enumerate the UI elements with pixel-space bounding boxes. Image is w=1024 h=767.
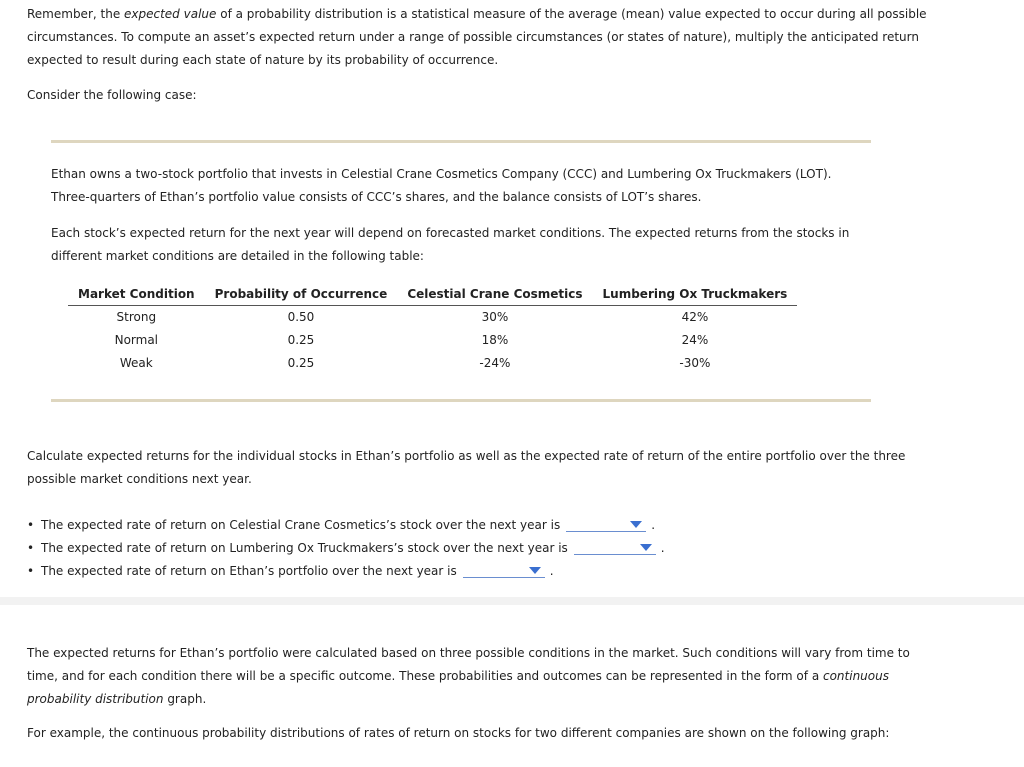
cell-lot-return: -30% [679,356,711,370]
case-bottom-divider [51,399,871,402]
cell-ccc-return: 18% [481,333,509,347]
case-paragraph-1: Ethan owns a two-stock portfolio that invests in Celestial Crane Cosmetics Company (CCC) and Lumbering Ox Truckmakers (LOT). Three-quarters of Ethan’s portfolio value consists of CCC’s shares, and the balance consists of LOT’s shares. [51,167,832,204]
distribution-paragraph [27,642,927,711]
calculate-instructions: Calculate expected returns for the individual stocks in Ethan’s portfolio as well as the expected rate of return of the entire portfolio over the three possible market conditions next year. [27,449,906,486]
case-top-divider [51,140,871,143]
cell-condition: Normal [114,333,159,347]
question-end: . [660,541,665,555]
distribution-term: continuous probability distribution [27,669,889,706]
table-row [68,306,797,330]
dropdown-arrow-icon [630,521,642,528]
cell-probability: 0.50 [287,310,315,324]
cell-ccc-return: -24% [479,356,511,370]
cell-probability: 0.25 [287,356,315,370]
table-row [68,329,797,352]
table-header-row [68,284,797,306]
lot-return-dropdown[interactable] [574,542,656,555]
cell-condition: Weak [119,356,153,370]
header-market-condition: Market Condition [68,284,205,306]
questions-list [27,514,665,583]
question-portfolio-expected-return [27,560,665,583]
section-divider [0,597,1024,605]
bullet: • [27,564,35,578]
cell-lot-return: 24% [681,333,709,347]
example-paragraph: For example, the continuous probability distributions of rates of return on stocks for two different companies are shown on the following graph: [27,726,890,740]
intro-paragraph [27,3,927,72]
question-lot-expected-return [27,537,665,560]
header-probability: Probability of Occurrence [205,284,398,306]
dropdown-arrow-icon [529,567,541,574]
distribution-text-1: The expected returns for Ethan’s portfolio were calculated based on three possible conditions in the market. Such conditions will vary from time to time, and for each condition there will be a specific outcome. These probabilities and outcomes can be represented in the form of a [27,646,910,683]
intro-text-2: of a probability distribution is a statistical measure of the average (mean) value expected to occur during all possible circumstances. To compute an asset’s expected return under a range of possible circumstances (or states of nature), multiply the anticipated return expected to result during each state of nature by its probability of occurrence. [27,7,927,67]
question-end: . [549,564,554,578]
question-text: The expected rate of return on Lumbering Ox Truckmakers’s stock over the next year is [41,541,568,555]
cell-ccc-return: 30% [481,310,509,324]
returns-table [68,284,797,375]
question-text: The expected rate of return on Ethan’s portfolio over the next year is [41,564,457,578]
distribution-text-2: graph. [163,692,207,706]
cell-lot-return: 42% [681,310,709,324]
cell-probability: 0.25 [287,333,315,347]
case-paragraph-2: Each stock’s expected return for the next year will depend on forecasted market conditions. The expected returns from the stocks in different market conditions are detailed in the following table: [51,226,850,263]
intro-text-1: Remember, the [27,7,125,21]
header-lot: Lumbering Ox Truckmakers [593,284,798,306]
ccc-return-dropdown[interactable] [566,519,646,532]
bullet: • [27,541,35,555]
table-row [68,352,797,375]
question-end: . [651,518,656,532]
portfolio-return-dropdown[interactable] [463,565,545,578]
dropdown-arrow-icon [640,544,652,551]
question-text: The expected rate of return on Celestial Crane Cosmetics’s stock over the next year is [41,518,561,532]
header-ccc: Celestial Crane Cosmetics [397,284,592,306]
bullet: • [27,518,35,532]
consider-heading: Consider the following case: [27,88,197,102]
intro-term-expected-value: expected value [124,7,217,21]
cell-condition: Strong [116,310,157,324]
question-ccc-expected-return [27,514,665,537]
